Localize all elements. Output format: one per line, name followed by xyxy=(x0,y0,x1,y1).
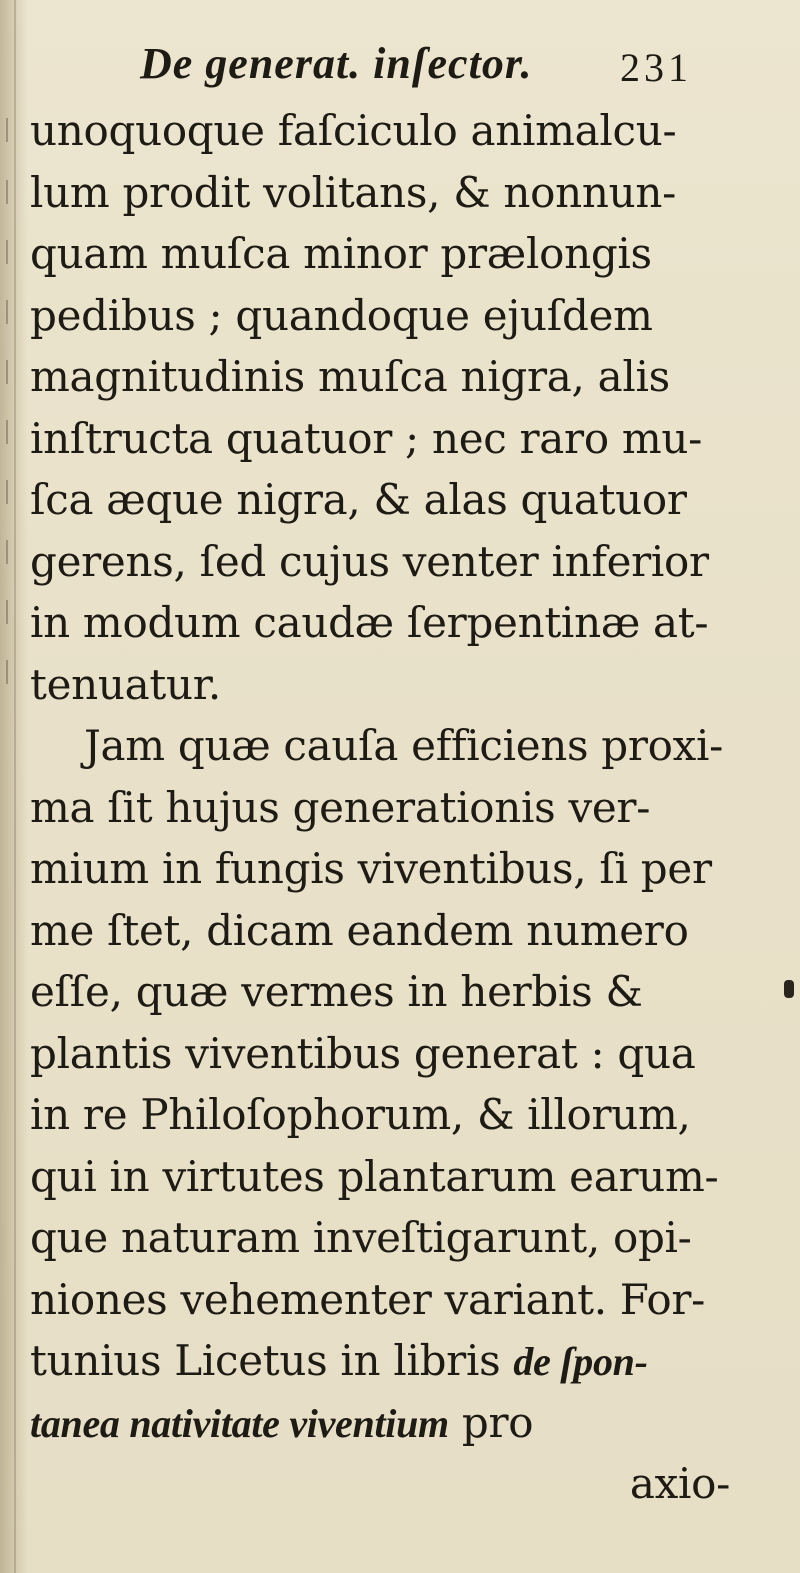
margin-mark xyxy=(6,180,20,204)
margin-mark xyxy=(6,540,20,564)
text-line: lum prodit volitans, & nonnun- xyxy=(30,167,677,217)
text-line: quam muſca minor prælongis xyxy=(30,229,652,278)
margin-mark xyxy=(6,360,20,384)
text-line: gerens, ſed cujus venter inferior xyxy=(30,536,709,586)
text-line: niones vehementer variant. For- xyxy=(30,1274,706,1324)
text-line: plantis viventibus generat : qua xyxy=(30,1028,696,1078)
catchword: axio- xyxy=(629,1459,730,1508)
margin-mark xyxy=(6,420,20,444)
margin-mark xyxy=(6,118,20,142)
ink-blot xyxy=(784,980,794,998)
text-line: Jam quæ cauſa efficiens proxi- xyxy=(84,721,724,770)
text-line: inſtructa quatuor ; nec raro mu- xyxy=(30,413,703,463)
body-text xyxy=(30,100,730,1515)
text-line: in modum caudæ ſerpentinæ at- xyxy=(30,598,709,647)
italic-title: tanea nativitate viventium xyxy=(30,1400,449,1446)
text-line: ma ſit hujus generationis ver- xyxy=(30,782,651,832)
margin-mark xyxy=(6,300,20,324)
running-head xyxy=(140,38,740,98)
margin-mark xyxy=(6,480,20,504)
text-line xyxy=(30,1392,730,1454)
text-line: eſſe, quæ vermes in herbis & xyxy=(30,967,643,1016)
text-line: pedibus ; quandoque ejuſdem xyxy=(30,290,653,340)
text-line: qui in virtutes plantarum earum- xyxy=(30,1151,719,1201)
page-number: 231 xyxy=(620,45,692,90)
text-line xyxy=(30,1330,730,1392)
text-line: unoquoque faſciculo animalcu- xyxy=(30,106,677,155)
margin-mark xyxy=(6,660,20,684)
running-title: De generat. inſector. xyxy=(140,39,533,88)
margin-mark xyxy=(6,600,20,624)
margin-mark xyxy=(6,240,20,264)
text-segment: tunius Licetus in libris xyxy=(30,1336,514,1385)
text-line: tenuatur. xyxy=(30,659,221,709)
text-line: mium in fungis viventibus, ſi per xyxy=(30,844,712,893)
text-line: in re Philoſophorum, & illorum, xyxy=(30,1090,691,1139)
text-line: magnitudinis muſca nigra, alis xyxy=(30,352,670,401)
text-line: ſca æque nigra, & alas quatuor xyxy=(30,475,687,524)
text-line: que naturam inveſtigarunt, opi- xyxy=(30,1213,692,1262)
text-line: me ſtet, dicam eandem numero xyxy=(30,905,689,955)
italic-title: de ſpon- xyxy=(513,1339,648,1384)
text-segment: pro xyxy=(448,1397,534,1447)
gutter-shadow xyxy=(14,0,16,1573)
